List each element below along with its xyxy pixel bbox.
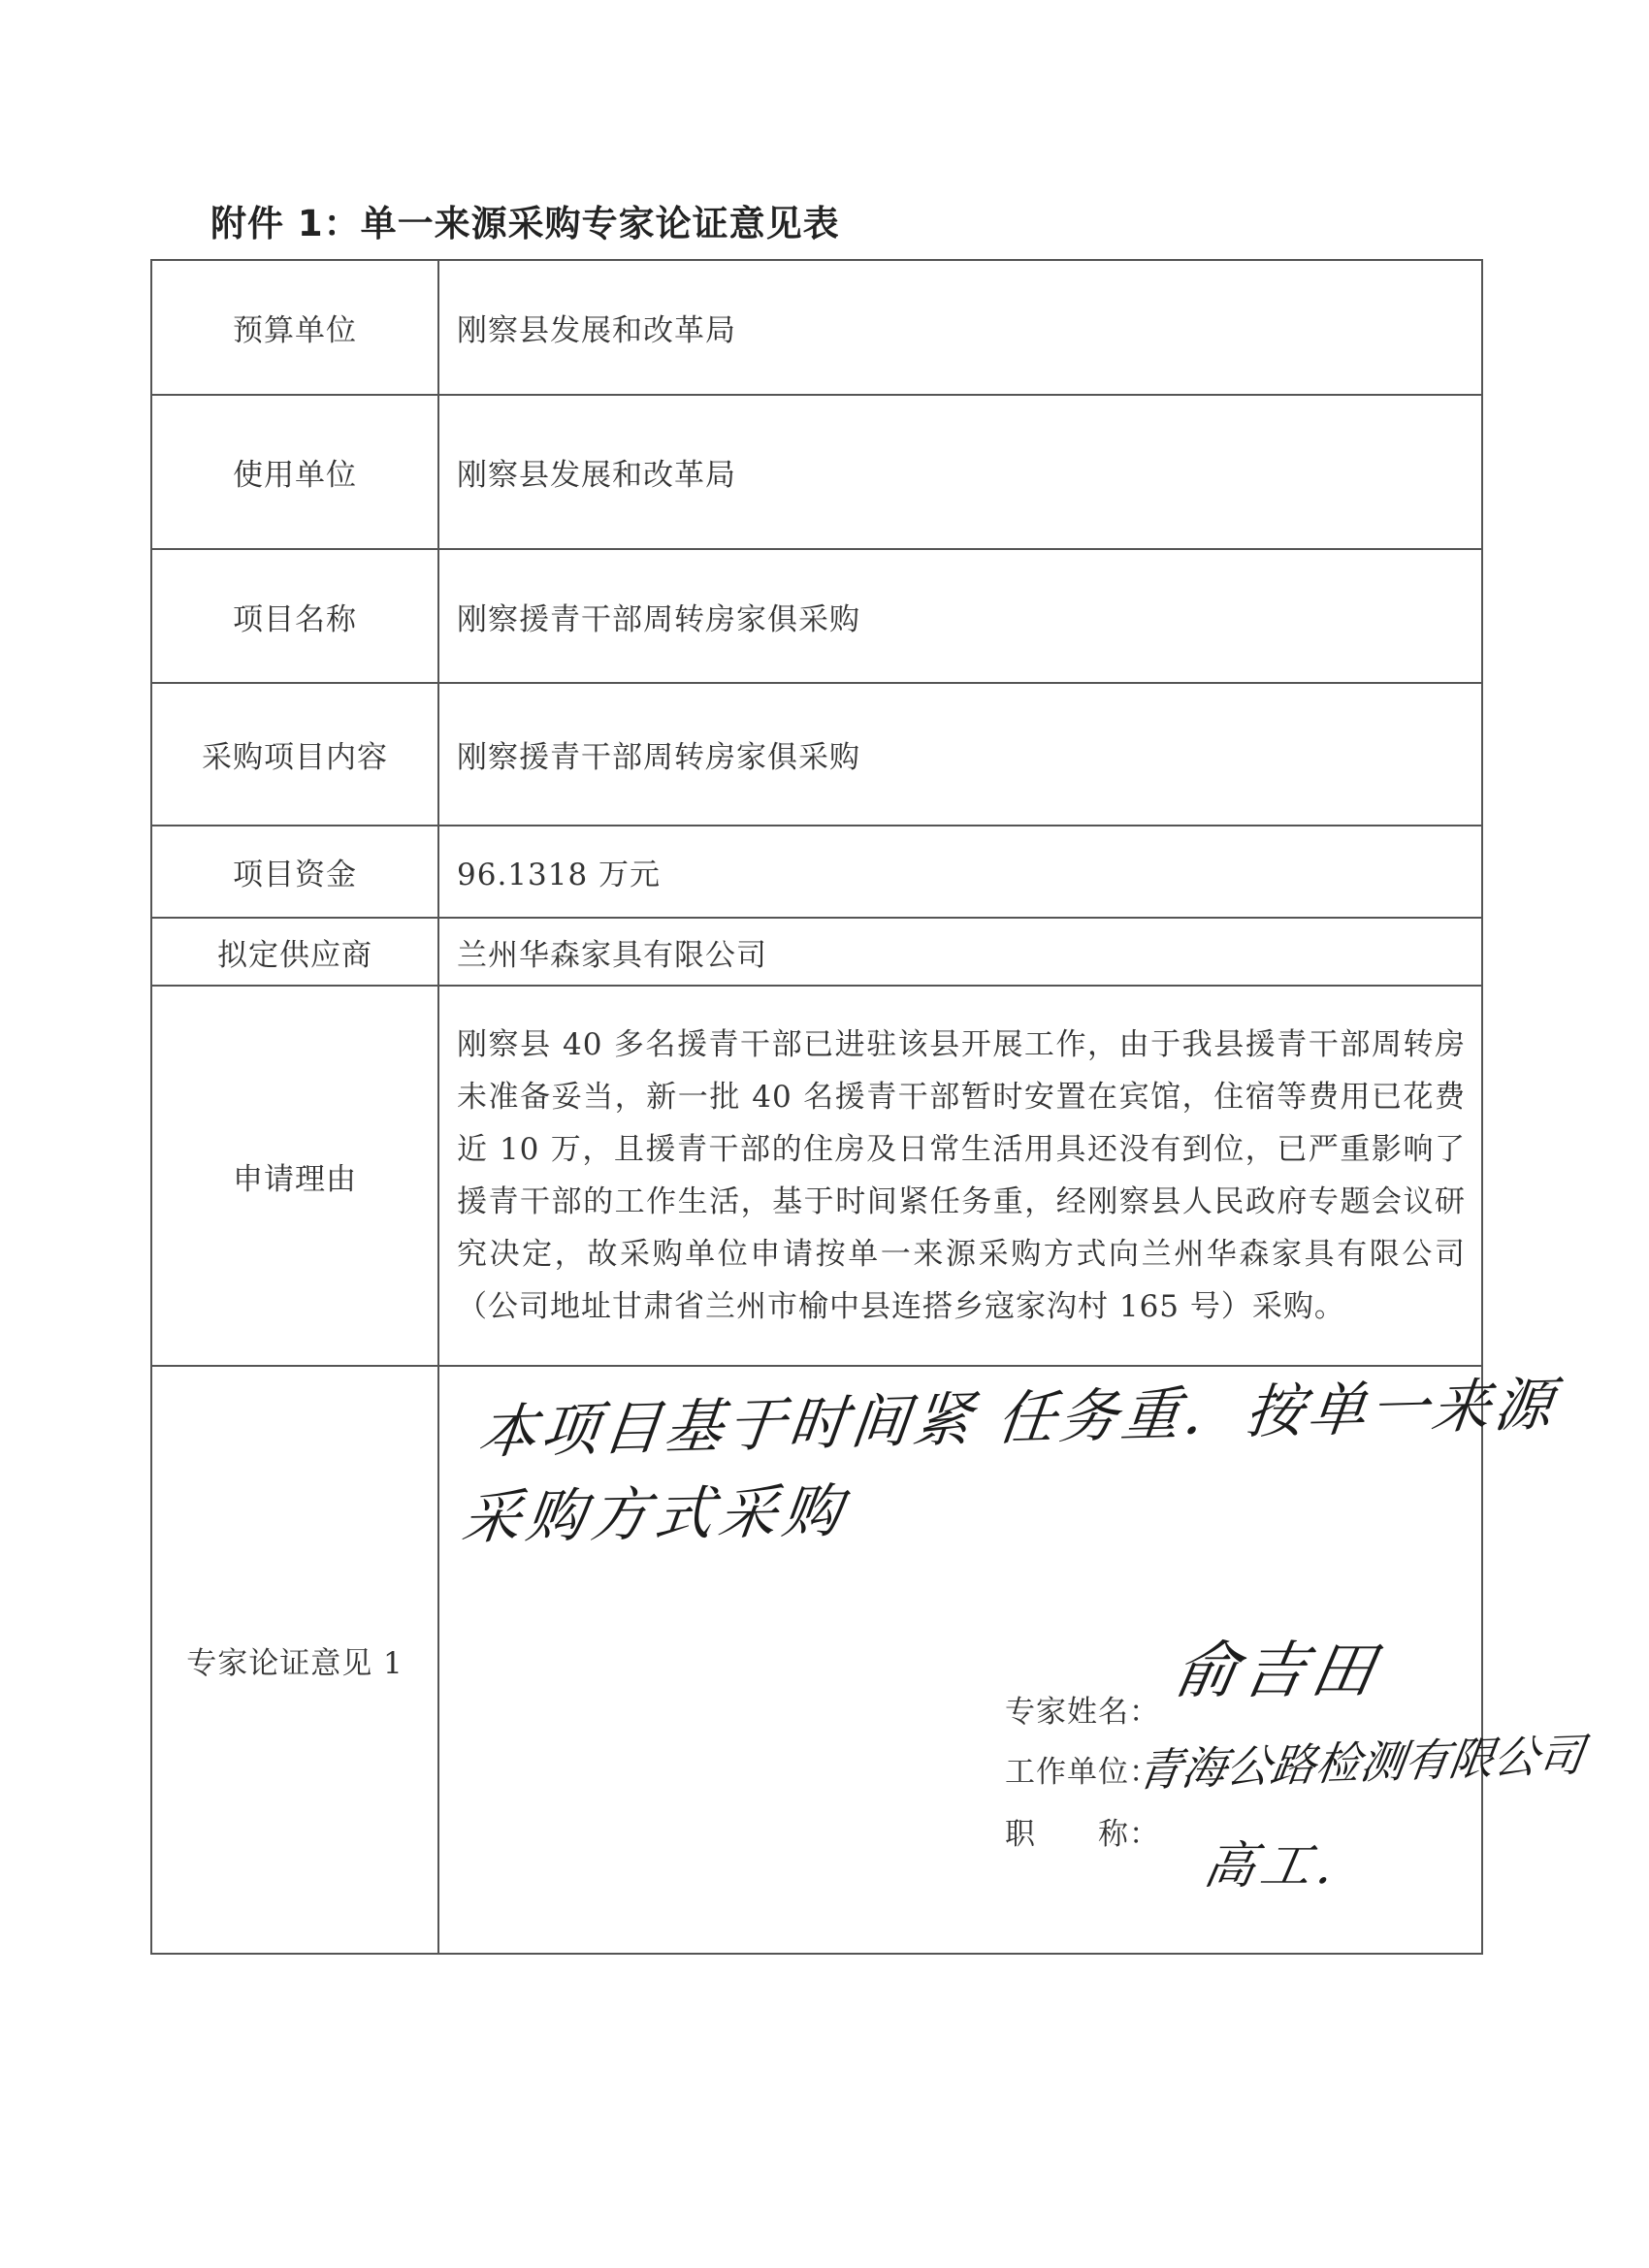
table-row [151, 260, 1482, 395]
row-value-application-reason: 刚察县 40 多名援青干部已进驻该县开展工作，由于我县援青干部周转房未准备妥当，新一批 40 名援青干部暂时安置在宾馆，住宿等费用已花费近 10 万，且援青干部的住房及日常生活用具还没有到位，已严重影响了援青干部的工作生活，基于时间紧任务重，经刚察县人民政府专题会议研究决定，故采购单位申请按单一来源采购方式向兰州华森家具有限公司（公司地址甘肃省兰州市榆中县连搭乡寇家沟村 165 号）采购。 [438, 986, 1482, 1366]
page-title: 附件 1：单一来源采购专家论证意见表 [210, 203, 840, 244]
row-label-user-unit: 使用单位 [151, 395, 438, 549]
job-title-label: 职 称： [1005, 1817, 1160, 1852]
expert-opinion-cell [438, 1366, 1588, 1954]
table-row [151, 549, 1482, 683]
handwritten-signature-name: 俞吉田 [1169, 1636, 1386, 1707]
handwritten-signature-work-unit: 青海公路检测有限公司 [1133, 1728, 1588, 1798]
work-unit-label: 工作单位： [1005, 1755, 1160, 1790]
row-label-procurement-content: 采购项目内容 [151, 683, 438, 826]
row-label-budget-unit: 预算单位 [151, 260, 438, 395]
row-value-project-funds: 96.1318 万元 [438, 826, 1482, 918]
row-label-application-reason: 申请理由 [151, 986, 438, 1366]
row-value-user-unit: 刚察县发展和改革局 [438, 395, 1482, 549]
table-row [151, 918, 1482, 986]
table-row [151, 826, 1482, 918]
row-value-proposed-supplier: 兰州华森家具有限公司 [438, 918, 1482, 986]
table-row [151, 683, 1482, 826]
row-label-expert-opinion: 专家论证意见 1 [151, 1366, 438, 1954]
row-value-project-name: 刚察援青干部周转房家俱采购 [438, 549, 1482, 683]
row-label-proposed-supplier: 拟定供应商 [151, 918, 438, 986]
table-row [151, 1366, 1482, 1954]
table-row [151, 986, 1482, 1366]
expert-name-label: 专家姓名： [1005, 1695, 1160, 1730]
table-row [151, 395, 1482, 549]
handwritten-opinion-line-1: 本项目基于时间紧 任务重．按单一来源 [474, 1370, 1561, 1468]
row-label-project-name: 项目名称 [151, 549, 438, 683]
row-value-procurement-content: 刚察援青干部周转房家俱采购 [438, 683, 1482, 826]
expert-opinion-form [150, 259, 1588, 1955]
row-label-project-funds: 项目资金 [151, 826, 438, 918]
handwritten-opinion-line-2: 采购方式采购 [458, 1477, 852, 1553]
handwritten-signature-job-title: 高工. [1199, 1837, 1344, 1895]
row-value-budget-unit: 刚察县发展和改革局 [438, 260, 1482, 395]
